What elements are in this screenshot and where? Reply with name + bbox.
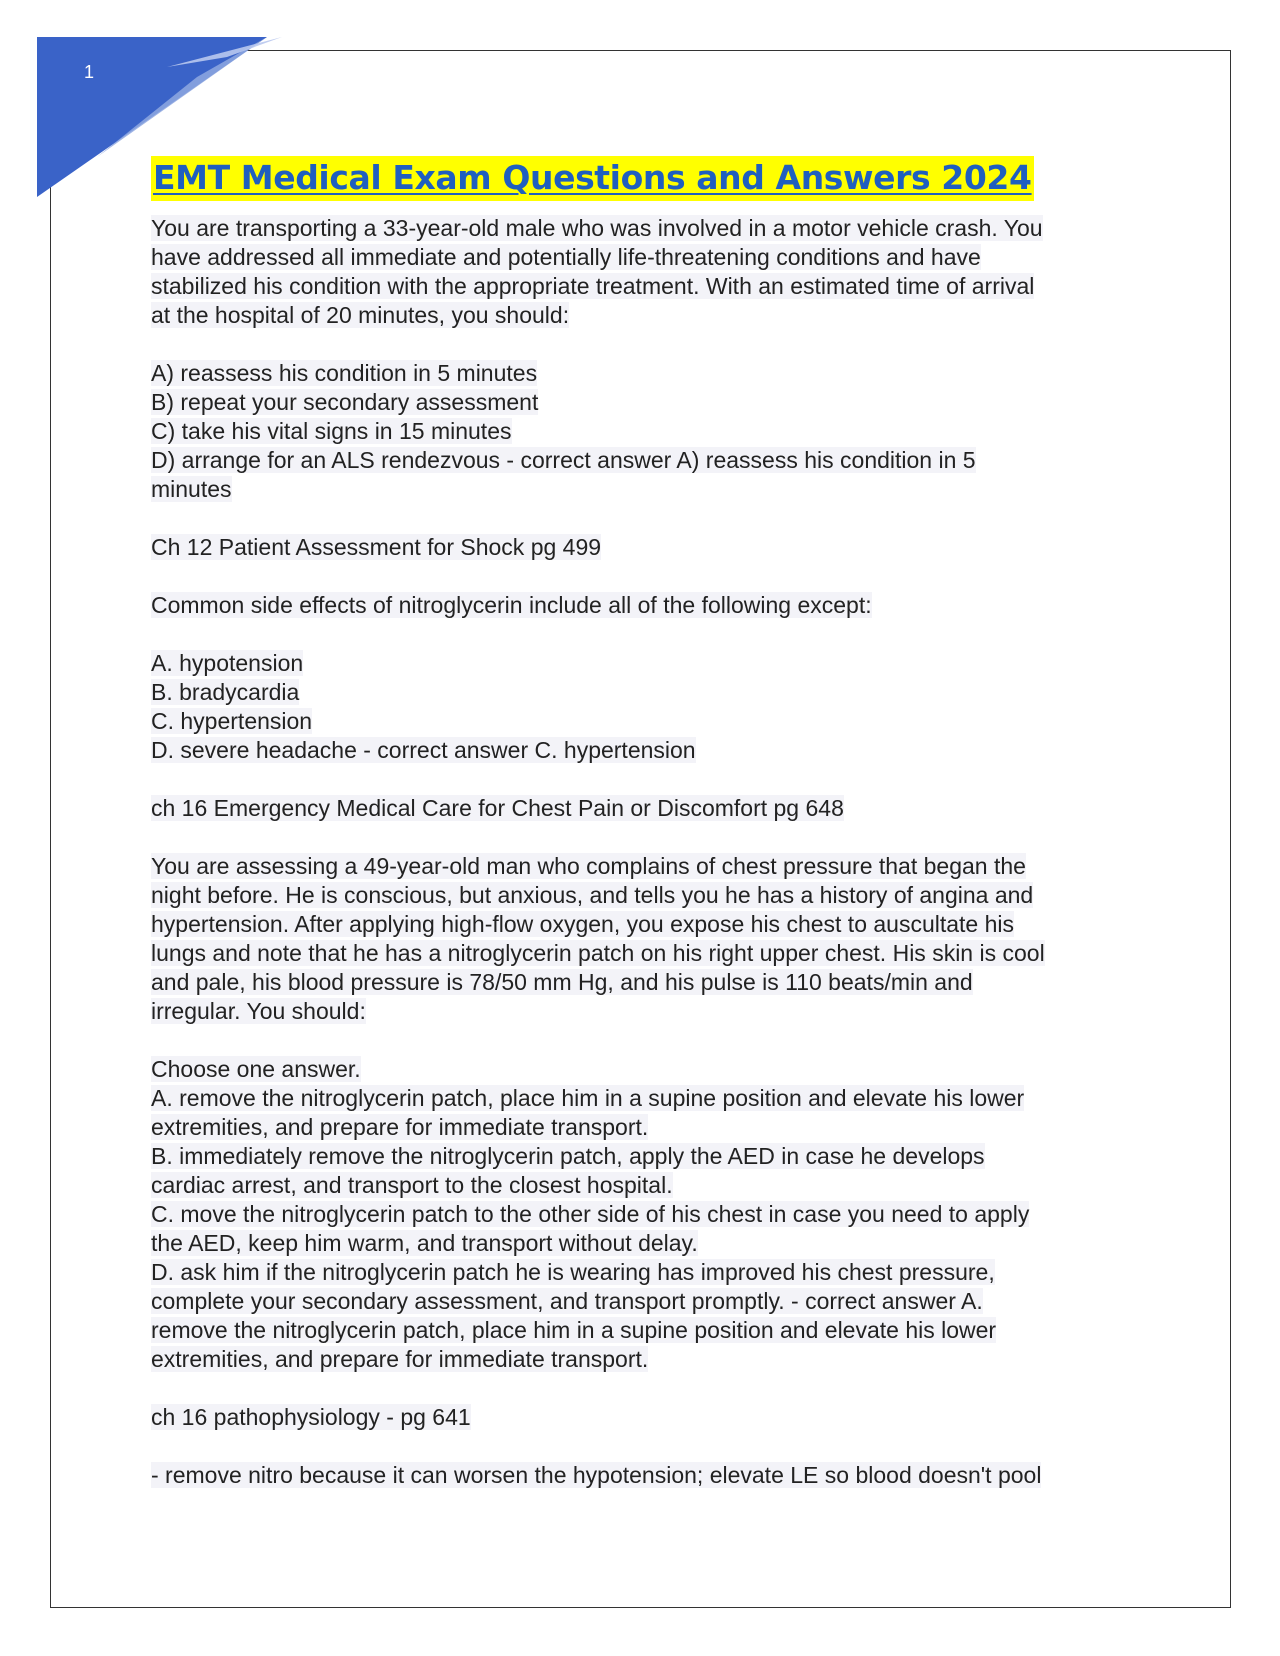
paragraph-gap xyxy=(151,1374,1141,1403)
text-line xyxy=(151,272,1141,301)
text-line-content: complete your secondary assessment, and transport promptly. - correct answer A. xyxy=(151,1288,983,1314)
text-line-content: Ch 12 Patient Assessment for Shock pg 499 xyxy=(151,534,602,560)
text-line-content: C. hypertension xyxy=(151,708,313,734)
text-line xyxy=(151,1258,1141,1287)
text-line xyxy=(151,968,1141,997)
text-line-content: - remove nitro because it can worsen the hypotension; elevate LE so blood doesn't pool xyxy=(151,1462,1042,1488)
text-line-content: ch 16 pathophysiology - pg 641 xyxy=(151,1404,471,1430)
text-line xyxy=(151,243,1141,272)
text-line-content: D. ask him if the nitroglycerin patch he is wearing has improved his chest pressure, xyxy=(151,1259,995,1285)
paragraph xyxy=(151,533,1141,562)
text-line xyxy=(151,1084,1141,1113)
text-line xyxy=(151,417,1141,446)
text-line xyxy=(151,359,1141,388)
paragraph xyxy=(151,852,1141,1026)
text-line-content: B. immediately remove the nitroglycerin patch, apply the AED in case he develops xyxy=(151,1143,985,1169)
text-line-content: C) take his vital signs in 15 minutes xyxy=(151,418,512,444)
text-line xyxy=(151,1171,1141,1200)
text-line xyxy=(151,1200,1141,1229)
text-line xyxy=(151,446,1141,475)
text-line xyxy=(151,1229,1141,1258)
text-line xyxy=(151,1113,1141,1142)
text-line-content: A) reassess his condition in 5 minutes xyxy=(151,360,538,386)
text-line xyxy=(151,1055,1141,1084)
paragraph-gap xyxy=(151,765,1141,794)
paragraph-gap xyxy=(151,504,1141,533)
text-line xyxy=(151,214,1141,243)
text-line-content: stabilized his condition with the appropriate treatment. With an estimated time of arrival xyxy=(151,273,1035,299)
paragraph-gap xyxy=(151,823,1141,852)
text-line-content: at the hospital of 20 minutes, you should: xyxy=(151,302,570,328)
text-line xyxy=(151,736,1141,765)
text-line-content: and pale, his blood pressure is 78/50 mm Hg, and his pulse is 110 beats/min and xyxy=(151,969,973,995)
text-line-content: B) repeat your secondary assessment xyxy=(151,389,539,415)
document-content xyxy=(151,150,1141,1490)
text-line-content: Choose one answer. xyxy=(151,1056,361,1082)
text-line-content: the AED, keep him warm, and transport without delay. xyxy=(151,1230,698,1256)
paragraph-gap xyxy=(151,562,1141,591)
paragraph-gap xyxy=(151,330,1141,359)
text-line xyxy=(151,852,1141,881)
text-line xyxy=(151,997,1141,1026)
paragraph xyxy=(151,649,1141,765)
text-line-content: irregular. You should: xyxy=(151,998,366,1024)
paragraph xyxy=(151,214,1141,330)
text-line xyxy=(151,1403,1141,1432)
paragraph xyxy=(151,1403,1141,1432)
text-line-content: minutes xyxy=(151,476,232,502)
paragraph-gap xyxy=(151,1432,1141,1461)
paragraph-gap xyxy=(151,620,1141,649)
paragraph xyxy=(151,359,1141,504)
text-line xyxy=(151,939,1141,968)
text-line xyxy=(151,475,1141,504)
text-line-content: You are transporting a 33-year-old male who was involved in a motor vehicle crash. You xyxy=(151,215,1043,241)
text-line-content: C. move the nitroglycerin patch to the other side of his chest in case you need to apply xyxy=(151,1201,1030,1227)
paragraph xyxy=(151,794,1141,823)
text-line xyxy=(151,649,1141,678)
text-line xyxy=(151,1461,1141,1490)
paragraph xyxy=(151,1461,1141,1490)
text-line xyxy=(151,1142,1141,1171)
text-line xyxy=(151,1316,1141,1345)
text-line-content: remove the nitroglycerin patch, place him in a supine position and elevate his lower xyxy=(151,1317,997,1343)
text-line xyxy=(151,881,1141,910)
text-line xyxy=(151,707,1141,736)
paragraph xyxy=(151,1055,1141,1374)
text-line-content: extremities, and prepare for immediate transport. xyxy=(151,1114,649,1140)
paragraph-gap xyxy=(151,1026,1141,1055)
text-line-content: lungs and note that he has a nitroglycerin patch on his right upper chest. His skin is cool xyxy=(151,940,1045,966)
text-line-content: hypertension. After applying high-flow oxygen, you expose his chest to auscultate his xyxy=(151,911,1015,937)
text-line xyxy=(151,1287,1141,1316)
document-body xyxy=(151,214,1141,1490)
page-number: 1 xyxy=(84,62,95,82)
document-title: EMT Medical Exam Questions and Answers 2024 xyxy=(151,156,1034,201)
text-line-content: B. bradycardia xyxy=(151,679,300,705)
text-line-content: extremities, and prepare for immediate transport. xyxy=(151,1346,649,1372)
text-line xyxy=(151,533,1141,562)
text-line xyxy=(151,1345,1141,1374)
text-line-content: You are assessing a 49-year-old man who complains of chest pressure that began the xyxy=(151,853,1026,879)
text-line xyxy=(151,910,1141,939)
text-line xyxy=(151,591,1141,620)
text-line xyxy=(151,794,1141,823)
text-line-content: ch 16 Emergency Medical Care for Chest Pain or Discomfort pg 648 xyxy=(151,795,844,821)
text-line xyxy=(151,301,1141,330)
text-line-content: A. remove the nitroglycerin patch, place him in a supine position and elevate his lower xyxy=(151,1085,1025,1111)
text-line xyxy=(151,388,1141,417)
text-line-content: D. severe headache - correct answer C. hypertension xyxy=(151,737,696,763)
text-line-content: D) arrange for an ALS rendezvous - correct answer A) reassess his condition in 5 xyxy=(151,447,976,473)
text-line xyxy=(151,678,1141,707)
text-line-content: night before. He is conscious, but anxious, and tells you he has a history of angina and xyxy=(151,882,1034,908)
text-line-content: A. hypotension xyxy=(151,650,304,676)
text-line-content: have addressed all immediate and potentially life-threatening conditions and have xyxy=(151,244,981,270)
paragraph xyxy=(151,591,1141,620)
text-line-content: cardiac arrest, and transport to the closest hospital. xyxy=(151,1172,673,1198)
title-wrap xyxy=(151,150,1141,208)
text-line-content: Common side effects of nitroglycerin include all of the following except: xyxy=(151,592,872,618)
